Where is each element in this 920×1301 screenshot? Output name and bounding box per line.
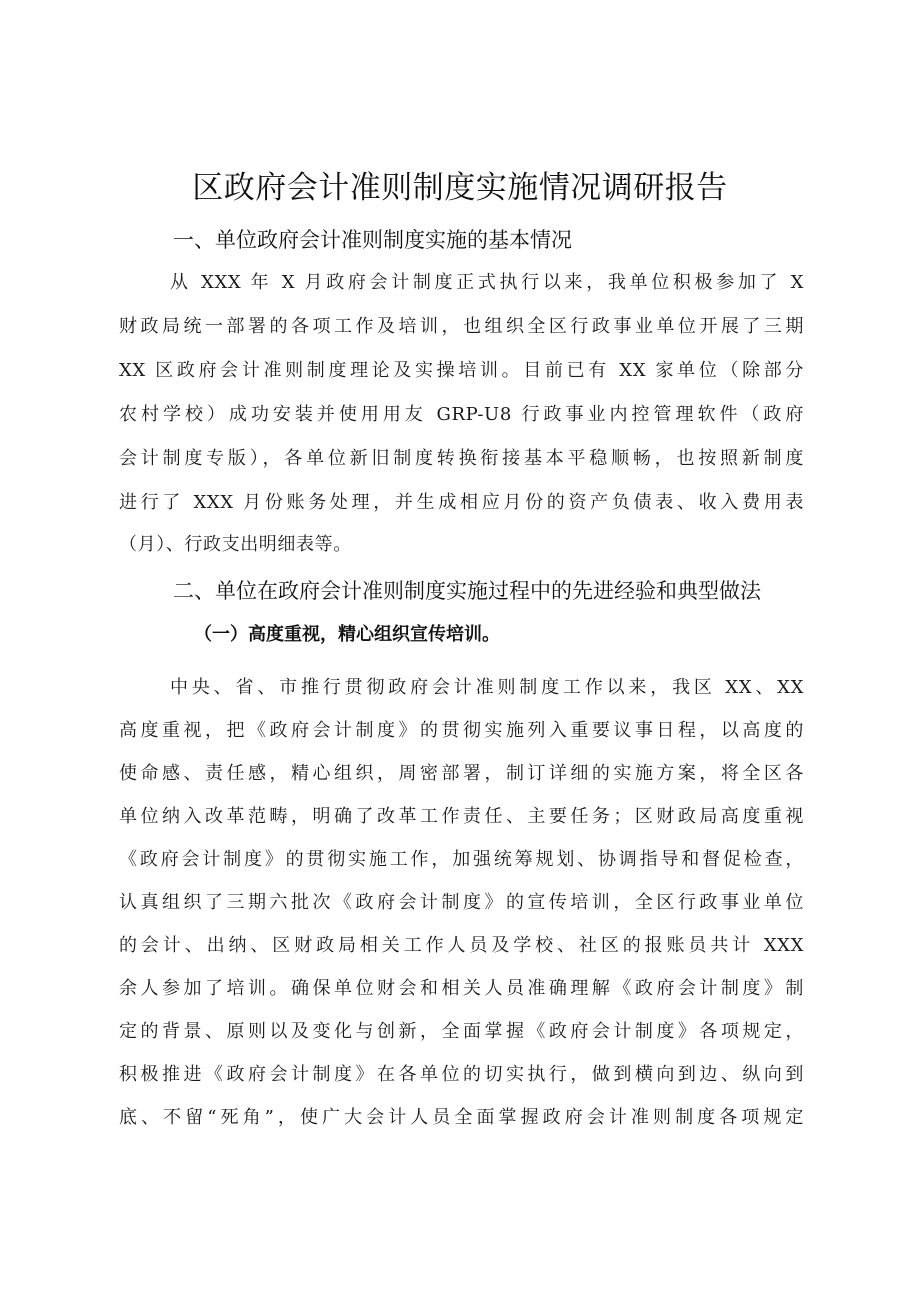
section-1-heading: 一、单位政府会计准则制度实施的基本情况	[173, 228, 572, 252]
paragraph-line: 使命感、责任感，精心组织，周密部署，制订详细的实施方案，将全区各	[119, 763, 804, 784]
paragraph-line: 余人参加了培训。确保单位财会和相关人员准确理解《政府会计制度》制	[119, 978, 804, 999]
paragraph-line: 从 XXX 年 X 月政府会计制度正式执行以来，我单位积极参加了 X	[170, 272, 804, 293]
paragraph-line: XX 区政府会计准则制度理论及实操培训。目前已有 XX 家单位（除部分	[119, 360, 804, 381]
paragraph-line: 财政局统一部署的各项工作及培训，也组织全区行政事业单位开展了三期	[119, 316, 804, 337]
document-title: 区政府会计准则制度实施情况调研报告	[192, 170, 728, 206]
paragraph-line: 积极推进《政府会计制度》在各单位的切实执行，做到横向到边、纵向到	[119, 1064, 804, 1085]
paragraph-line: 底、不留“死角”，使广大会计人员全面掌握政府会计准则制度各项规定	[119, 1107, 804, 1128]
paragraph-line: 的会计、出纳、区财政局相关工作人员及学校、社区的报账员共计 XXX	[119, 935, 804, 956]
paragraph-line: 会计制度专版），各单位新旧制度转换衔接基本平稳顺畅，也按照新制度	[119, 448, 804, 469]
paragraph-line: 农村学校）成功安装并使用用友 GRP-U8 行政事业内控管理软件（政府	[119, 404, 804, 425]
paragraph-line: 高度重视，把《政府会计制度》的贯彻实施列入重要议事日程，以高度的	[119, 720, 804, 741]
paragraph-line: 认真组织了三期六批次《政府会计制度》的宣传培训，全区行政事业单位	[119, 892, 804, 913]
section-2-subheading: （一）高度重视，精心组织宣传培训。	[194, 624, 500, 645]
paragraph-line: 单位纳入改革范畴，明确了改革工作责任、主要任务；区财政局高度重视	[119, 806, 804, 827]
paragraph-line: 进行了 XXX 月份账务处理，并生成相应月份的资产负债表、收入费用表	[119, 492, 804, 513]
paragraph-line: 定的背景、原则以及变化与创新，全面掌握《政府会计制度》各项规定，	[119, 1021, 804, 1042]
paragraph-line: 《政府会计制度》的贯彻实施工作，加强统筹规划、协调指导和督促检查，	[119, 849, 804, 870]
section-2-heading: 二、单位在政府会计准则制度实施过程中的先进经验和典型做法	[173, 579, 761, 603]
paragraph-line: （月）、行政支出明细表等。	[119, 534, 352, 555]
paragraph-line: 中央、省、市推行贯彻政府会计准则制度工作以来，我区 XX、XX	[170, 677, 804, 698]
